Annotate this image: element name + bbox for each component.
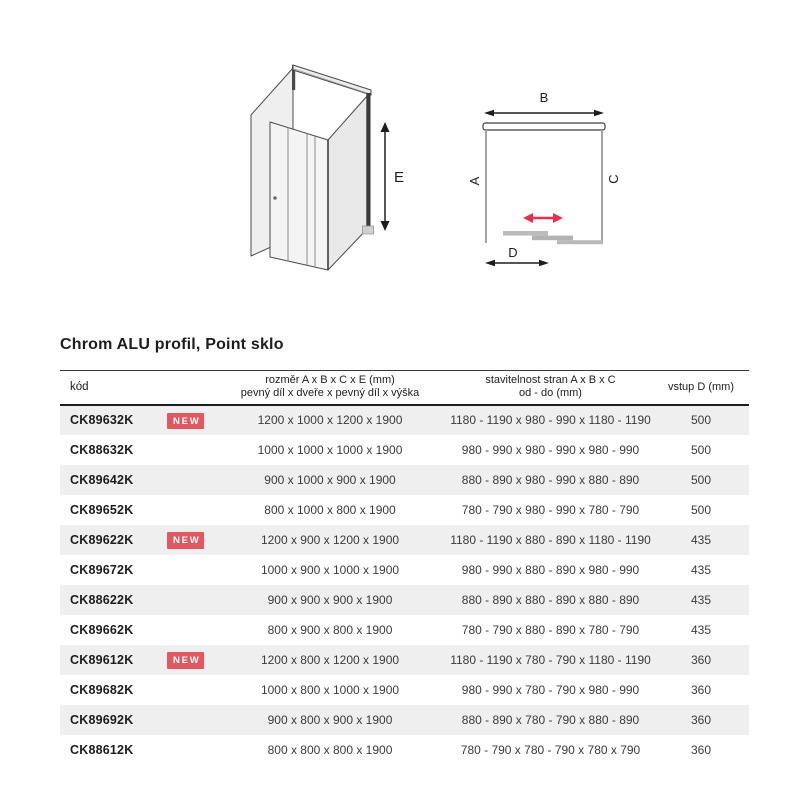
table-row [60, 555, 749, 585]
iso-right-panel [328, 95, 368, 270]
adjust-value: 880 - 890 x 980 - 990 x 880 - 890 [461, 472, 640, 487]
entry-value: 360 [690, 712, 712, 727]
table-row [60, 735, 749, 765]
col-header-size-line2: pevný díl x dveře x pevný díl x výška [240, 387, 420, 400]
table-row [60, 615, 749, 645]
size-value: 1000 x 900 x 1000 x 1900 [260, 562, 400, 577]
new-badge-cell [156, 495, 212, 525]
size-value: 1200 x 1000 x 1200 x 1900 [257, 413, 403, 427]
spec-table [60, 370, 749, 765]
table-row [60, 585, 749, 615]
product-code: CK88632K [70, 442, 134, 457]
table-row [60, 465, 749, 495]
adjust-value: 1180 - 1190 x 980 - 990 x 1180 - 1190 [450, 413, 651, 427]
product-code: CK89632K [70, 413, 134, 427]
entry-value: 360 [690, 682, 712, 697]
new-badge-cell [156, 615, 212, 645]
adjust-value: 780 - 790 x 880 - 890 x 780 - 790 [461, 622, 640, 637]
new-badge: NEW [167, 413, 204, 430]
product-code: CK89642K [70, 472, 134, 487]
product-code: CK89622K [70, 532, 134, 547]
plan-top-rail [483, 123, 605, 130]
new-badge: NEW [167, 532, 204, 549]
height-arrowhead-top [381, 122, 390, 132]
entry-value: 435 [690, 622, 712, 637]
col-header-adjust-line1: stavitelnost stran A x B x C [485, 373, 616, 386]
size-value: 800 x 1000 x 800 x 1900 [264, 502, 396, 517]
spec-section [60, 336, 749, 765]
entry-value: 360 [690, 652, 712, 667]
new-badge-cell [156, 645, 212, 675]
product-code: CK88622K [70, 592, 134, 607]
entry-value: 500 [690, 413, 712, 427]
new-badge: NEW [167, 652, 204, 669]
table-row [60, 495, 749, 525]
height-arrowhead-bottom [381, 221, 390, 231]
col-header-size [212, 371, 448, 405]
plan-door-panel [503, 231, 548, 236]
new-badge-cell [156, 405, 212, 435]
entry-value: 500 [690, 502, 712, 517]
section-title: Chrom ALU profil, Point sklo [60, 336, 284, 353]
iso-back-profile [366, 93, 370, 230]
entry-value: 435 [690, 592, 712, 607]
product-code: CK89652K [70, 502, 134, 517]
iso-door-knob [273, 196, 277, 200]
adjust-value: 880 - 890 x 880 - 890 x 880 - 890 [461, 592, 640, 607]
product-code: CK89672K [70, 562, 134, 577]
entry-value: 435 [690, 562, 712, 577]
plan-top-label: B [539, 90, 549, 105]
adjust-value: 980 - 990 x 780 - 790 x 980 - 990 [461, 682, 640, 697]
col-header-entry: vstup D (mm) [668, 380, 734, 393]
iso-front-doors [270, 122, 328, 270]
slide-arrowhead-left [523, 213, 533, 223]
size-value: 1200 x 900 x 1200 x 1900 [260, 532, 400, 547]
new-badge-cell [156, 675, 212, 705]
entry-value: 435 [690, 532, 712, 547]
adjust-value: 980 - 990 x 880 - 890 x 980 - 990 [461, 562, 640, 577]
size-value: 900 x 1000 x 900 x 1900 [264, 472, 396, 487]
product-code: CK89682K [70, 682, 134, 697]
iso-top-rail-inner-line [294, 69, 370, 94]
new-badge-cell [156, 735, 212, 765]
plan-view-diagram [455, 85, 625, 280]
col-header-size-line1: rozměr A x B x C x E (mm) [265, 373, 395, 386]
plan-bottom-fixed-segment [557, 240, 603, 244]
size-value: 900 x 900 x 900 x 1900 [267, 592, 393, 607]
table-row [60, 405, 749, 435]
entry-value: 500 [690, 472, 712, 487]
height-dimension-label: E [394, 169, 405, 186]
entry-arrowhead-right [539, 260, 549, 266]
size-value: 1000 x 1000 x 1000 x 1900 [257, 442, 403, 457]
width-arrowhead-right [594, 110, 604, 116]
plan-door-panel [532, 236, 573, 241]
product-code: CK89692K [70, 712, 134, 727]
table-row [60, 435, 749, 465]
plan-right-label: C [606, 174, 621, 184]
entry-value: 360 [690, 742, 712, 757]
product-code: CK89612K [70, 652, 134, 667]
col-header-code: kód [70, 381, 89, 394]
plan-bottom-label: D [508, 245, 518, 260]
new-badge-cell [156, 705, 212, 735]
size-value: 1000 x 800 x 1000 x 1900 [260, 682, 400, 697]
table-row [60, 675, 749, 705]
size-value: 800 x 900 x 800 x 1900 [267, 622, 393, 637]
table-header-row [60, 371, 749, 405]
product-code: CK89662K [70, 622, 134, 637]
entry-value: 500 [690, 442, 712, 457]
iso-profile-foot [363, 226, 374, 234]
size-value: 900 x 800 x 900 x 1900 [267, 712, 393, 727]
adjust-value: 780 - 790 x 980 - 990 x 780 - 790 [461, 502, 640, 517]
table-row [60, 645, 749, 675]
slide-arrowhead-right [553, 213, 563, 223]
table-row [60, 525, 749, 555]
plan-left-label: A [467, 176, 482, 186]
new-badge-cell [156, 435, 212, 465]
width-arrowhead-left [484, 110, 494, 116]
size-value: 1200 x 800 x 1200 x 1900 [260, 652, 400, 667]
col-header-adjust [448, 371, 653, 405]
size-value: 800 x 800 x 800 x 1900 [267, 742, 393, 757]
isometric-enclosure-diagram [230, 45, 430, 295]
new-badge-cell [156, 465, 212, 495]
entry-arrowhead-left [485, 260, 495, 266]
adjust-value: 1180 - 1190 x 880 - 890 x 1180 - 1190 [450, 532, 651, 547]
adjust-value: 880 - 890 x 780 - 790 x 880 - 890 [461, 712, 640, 727]
col-header-adjust-line2: od - do (mm) [519, 387, 582, 400]
table-row [60, 705, 749, 735]
col-header-badge-spacer [156, 371, 212, 405]
adjust-value: 1180 - 1190 x 780 - 790 x 1180 - 1190 [450, 652, 651, 667]
new-badge-cell [156, 555, 212, 585]
adjust-value: 980 - 990 x 980 - 990 x 980 - 990 [461, 442, 640, 457]
adjust-value: 780 - 790 x 780 - 790 x 780 x 790 [460, 742, 641, 757]
new-badge-cell [156, 525, 212, 555]
product-code: CK88612K [70, 742, 134, 757]
new-badge-cell [156, 585, 212, 615]
